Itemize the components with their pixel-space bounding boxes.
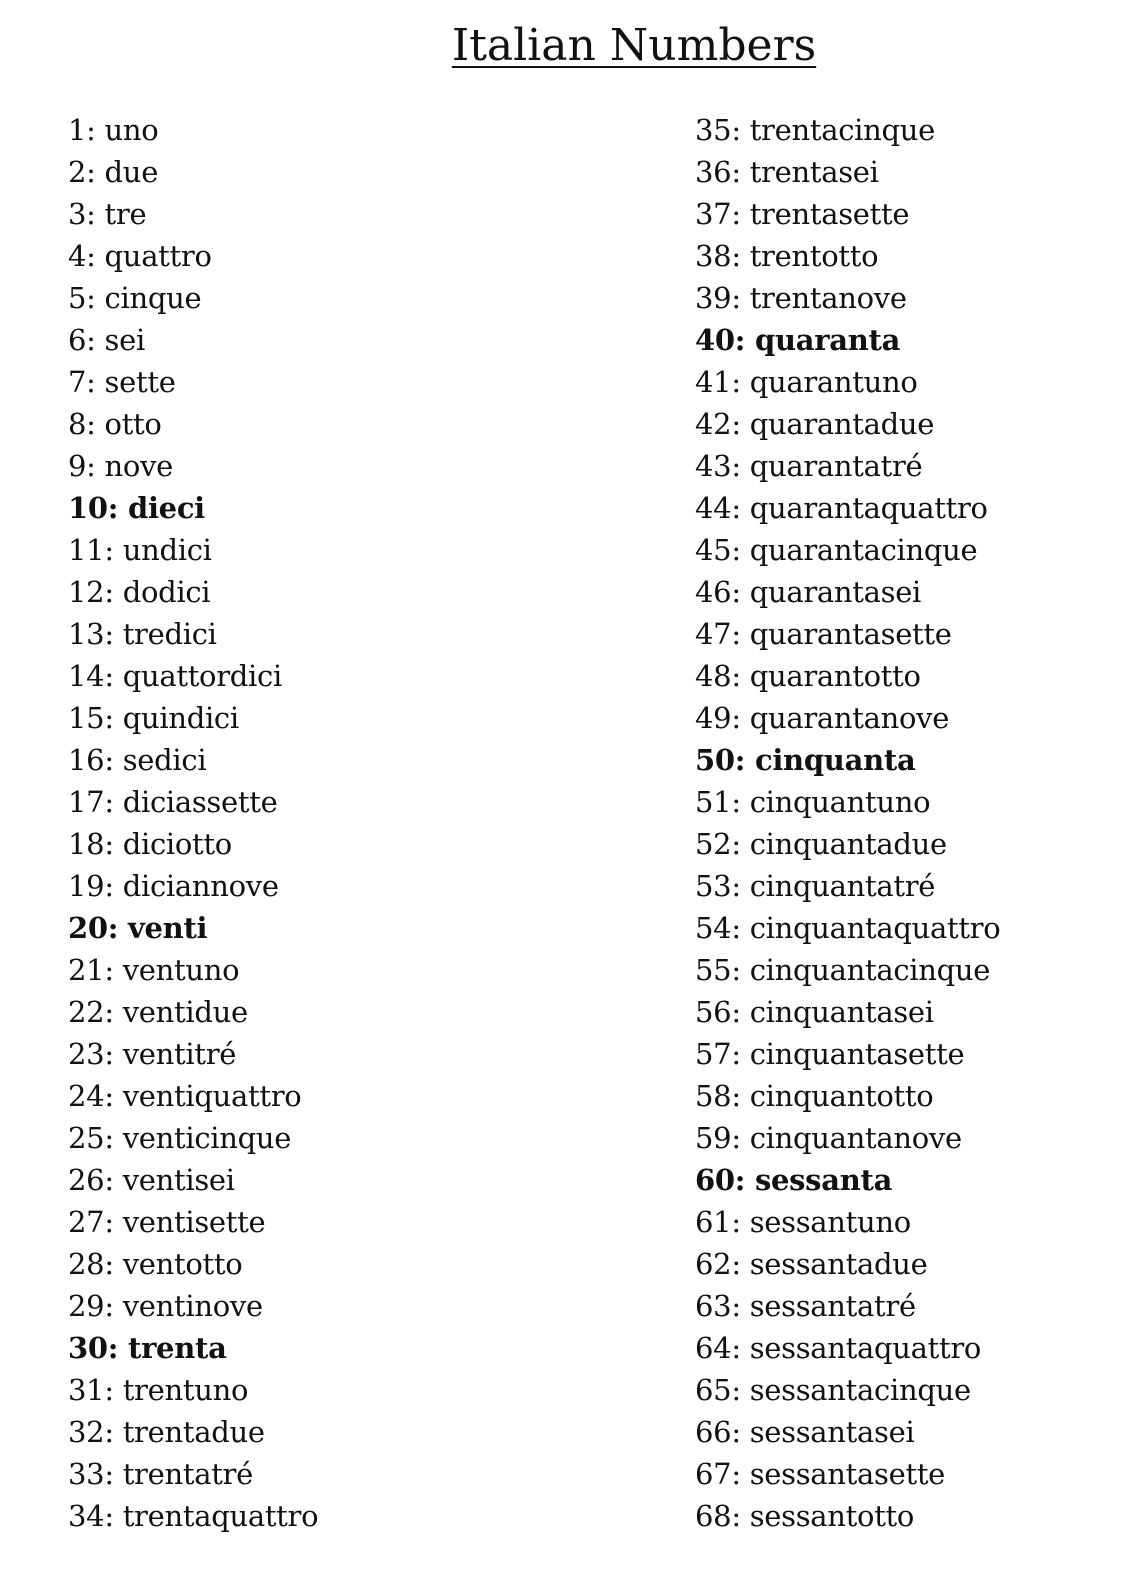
number-value: 36 (695, 155, 732, 189)
number-value: 34 (68, 1499, 105, 1533)
number-entry: 17: diciassette (68, 785, 278, 819)
number-entry: 29: ventinove (68, 1289, 263, 1323)
number-value: 60 (695, 1163, 735, 1197)
italian-word: trentuno (122, 1373, 249, 1407)
number-entry: 44: quarantaquattro (695, 491, 988, 525)
italian-word: cinquantacinque (749, 953, 991, 987)
italian-word: sei (104, 323, 145, 357)
number-entry: 38: trentotto (695, 239, 879, 273)
number-entry: 45: quarantacinque (695, 533, 978, 567)
number-entry: 19: diciannove (68, 869, 279, 903)
italian-word: diciannove (122, 869, 279, 903)
number-entry: 32: trentadue (68, 1415, 265, 1449)
number-value: 31 (68, 1373, 105, 1407)
italian-word: undici (122, 533, 212, 567)
italian-word: ventidue (122, 995, 248, 1029)
number-entry: 5: cinque (68, 281, 202, 315)
number-entry: 30: trenta (68, 1331, 227, 1365)
italian-word: ventisei (122, 1163, 235, 1197)
italian-word: cinquantotto (749, 1079, 934, 1113)
number-entry: 33: trentatré (68, 1457, 253, 1491)
italian-word: quindici (122, 701, 239, 735)
number-entry: 15: quindici (68, 701, 239, 735)
italian-word: quarantacinque (749, 533, 978, 567)
italian-word: quarantotto (749, 659, 921, 693)
italian-word: sessanta (754, 1163, 893, 1197)
number-entry: 61: sessantuno (695, 1205, 911, 1239)
number-entry: 23: ventitré (68, 1037, 237, 1071)
number-value: 25 (68, 1121, 105, 1155)
italian-word: nove (104, 449, 174, 483)
italian-word: tredici (122, 617, 217, 651)
italian-word: cinquantasette (749, 1037, 965, 1071)
number-value: 63 (695, 1289, 732, 1323)
number-entry: 62: sessantadue (695, 1247, 928, 1281)
number-value: 58 (695, 1079, 732, 1113)
italian-word: uno (104, 113, 159, 147)
number-entry: 48: quarantotto (695, 659, 921, 693)
number-value: 20 (68, 911, 108, 945)
number-value: 3 (68, 197, 87, 231)
number-value: 59 (695, 1121, 732, 1155)
number-value: 66 (695, 1415, 732, 1449)
number-entry: 26: ventisei (68, 1163, 235, 1197)
number-entry: 34: trentaquattro (68, 1499, 319, 1533)
number-entry: 13: tredici (68, 617, 217, 651)
number-entry: 10: dieci (68, 491, 205, 525)
italian-word: venti (127, 911, 208, 945)
italian-word: diciassette (122, 785, 278, 819)
italian-word: sette (104, 365, 176, 399)
number-value: 19 (68, 869, 105, 903)
italian-word: ventisette (122, 1205, 266, 1239)
italian-word: dieci (127, 491, 205, 525)
italian-word: quarantasei (749, 575, 922, 609)
italian-word: trentanove (749, 281, 907, 315)
number-value: 2 (68, 155, 87, 189)
number-value: 4 (68, 239, 87, 273)
italian-word: sessantadue (749, 1247, 928, 1281)
number-entry: 1: uno (68, 113, 159, 147)
italian-word: cinquantanove (749, 1121, 962, 1155)
number-entry: 65: sessantacinque (695, 1373, 971, 1407)
number-value: 15 (68, 701, 105, 735)
number-entry: 57: cinquantasette (695, 1037, 965, 1071)
italian-word: quattro (104, 239, 212, 273)
number-entry: 56: cinquantasei (695, 995, 934, 1029)
number-entry: 20: venti (68, 911, 208, 945)
number-value: 48 (695, 659, 732, 693)
number-entry: 67: sessantasette (695, 1457, 946, 1491)
number-entry: 3: tre (68, 197, 147, 231)
number-value: 64 (695, 1331, 732, 1365)
italian-word: due (104, 155, 159, 189)
italian-word: trentasei (749, 155, 879, 189)
number-value: 27 (68, 1205, 105, 1239)
number-value: 42 (695, 407, 732, 441)
number-value: 33 (68, 1457, 105, 1491)
right-number-list (695, 109, 1000, 1537)
number-value: 14 (68, 659, 105, 693)
italian-word: sessantasei (749, 1415, 915, 1449)
number-entry: 16: sedici (68, 743, 207, 777)
number-value: 32 (68, 1415, 105, 1449)
number-value: 44 (695, 491, 732, 525)
italian-word: quarantasette (749, 617, 952, 651)
number-entry: 11: undici (68, 533, 212, 567)
number-value: 41 (695, 365, 732, 399)
italian-word: ventitré (122, 1037, 237, 1071)
number-value: 52 (695, 827, 732, 861)
italian-word: sessantacinque (749, 1373, 971, 1407)
number-entry: 22: ventidue (68, 995, 248, 1029)
number-entry: 59: cinquantanove (695, 1121, 962, 1155)
number-entry: 18: diciotto (68, 827, 232, 861)
number-entry: 64: sessantaquattro (695, 1331, 982, 1365)
italian-word: quattordici (122, 659, 282, 693)
number-value: 61 (695, 1205, 732, 1239)
number-entry: 14: quattordici (68, 659, 282, 693)
italian-word: quarantanove (749, 701, 950, 735)
italian-word: cinquantasei (749, 995, 934, 1029)
number-value: 47 (695, 617, 732, 651)
number-value: 56 (695, 995, 732, 1029)
italian-word: trentasette (749, 197, 910, 231)
number-entry: 35: trentacinque (695, 113, 935, 147)
number-entry: 24: ventiquattro (68, 1079, 302, 1113)
italian-word: tre (104, 197, 147, 231)
number-value: 6 (68, 323, 87, 357)
number-value: 45 (695, 533, 732, 567)
number-value: 24 (68, 1079, 105, 1113)
number-entry: 39: trentanove (695, 281, 907, 315)
number-value: 22 (68, 995, 105, 1029)
number-entry: 4: quattro (68, 239, 212, 273)
number-value: 53 (695, 869, 732, 903)
italian-word: sessantasette (749, 1457, 946, 1491)
number-value: 30 (68, 1331, 108, 1365)
number-value: 16 (68, 743, 105, 777)
number-value: 37 (695, 197, 732, 231)
number-value: 39 (695, 281, 732, 315)
number-value: 68 (695, 1499, 732, 1533)
italian-word: cinquantuno (749, 785, 931, 819)
italian-word: trentatré (122, 1457, 253, 1491)
page-title: Italian Numbers (451, 20, 817, 71)
number-value: 35 (695, 113, 732, 147)
number-value: 28 (68, 1247, 105, 1281)
italian-word: ventuno (122, 953, 240, 987)
number-entry: 51: cinquantuno (695, 785, 931, 819)
number-entry: 8: otto (68, 407, 162, 441)
number-value: 62 (695, 1247, 732, 1281)
number-value: 38 (695, 239, 732, 273)
number-value: 26 (68, 1163, 105, 1197)
number-value: 57 (695, 1037, 732, 1071)
number-entry: 68: sessantotto (695, 1499, 915, 1533)
italian-word: venticinque (122, 1121, 292, 1155)
number-entry: 7: sette (68, 365, 176, 399)
number-entry: 63: sessantatré (695, 1289, 916, 1323)
number-value: 40 (695, 323, 735, 357)
number-value: 1 (68, 113, 87, 147)
number-entry: 37: trentasette (695, 197, 910, 231)
number-value: 51 (695, 785, 732, 819)
number-entry: 28: ventotto (68, 1247, 243, 1281)
italian-word: ventinove (122, 1289, 263, 1323)
number-entry: 25: venticinque (68, 1121, 292, 1155)
italian-word: diciotto (122, 827, 232, 861)
number-value: 23 (68, 1037, 105, 1071)
number-entry: 42: quarantadue (695, 407, 935, 441)
number-value: 65 (695, 1373, 732, 1407)
number-entry: 43: quarantatré (695, 449, 923, 483)
number-value: 43 (695, 449, 732, 483)
number-value: 9 (68, 449, 87, 483)
italian-word: trentaquattro (122, 1499, 319, 1533)
italian-word: quarantadue (749, 407, 935, 441)
italian-word: ventotto (122, 1247, 243, 1281)
italian-word: trentacinque (749, 113, 935, 147)
italian-word: cinquantaquattro (749, 911, 1001, 945)
number-value: 5 (68, 281, 87, 315)
number-value: 54 (695, 911, 732, 945)
italian-word: sessantuno (749, 1205, 911, 1239)
number-entry: 46: quarantasei (695, 575, 922, 609)
italian-word: sessantatré (749, 1289, 916, 1323)
number-entry: 66: sessantasei (695, 1415, 915, 1449)
italian-word: trentadue (122, 1415, 265, 1449)
number-value: 10 (68, 491, 108, 525)
number-entry: 41: quarantuno (695, 365, 918, 399)
number-entry: 40: quaranta (695, 323, 901, 357)
number-entry: 50: cinquanta (695, 743, 916, 777)
number-entry: 9: nove (68, 449, 174, 483)
italian-word: sessantotto (749, 1499, 915, 1533)
number-entry: 31: trentuno (68, 1373, 249, 1407)
number-value: 55 (695, 953, 732, 987)
number-entry: 36: trentasei (695, 155, 879, 189)
italian-word: cinque (104, 281, 202, 315)
number-value: 17 (68, 785, 105, 819)
italian-word: cinquantadue (749, 827, 947, 861)
number-entry: 54: cinquantaquattro (695, 911, 1001, 945)
number-entry: 58: cinquantotto (695, 1079, 934, 1113)
italian-word: otto (104, 407, 162, 441)
number-entry: 55: cinquantacinque (695, 953, 991, 987)
number-entry: 27: ventisette (68, 1205, 266, 1239)
number-entry: 53: cinquantatré (695, 869, 936, 903)
italian-word: cinquantatré (749, 869, 936, 903)
number-value: 13 (68, 617, 105, 651)
number-entry: 2: due (68, 155, 159, 189)
number-value: 8 (68, 407, 87, 441)
number-entry: 49: quarantanove (695, 701, 950, 735)
number-entry: 6: sei (68, 323, 145, 357)
number-entry: 60: sessanta (695, 1163, 893, 1197)
number-value: 11 (68, 533, 105, 567)
number-value: 7 (68, 365, 87, 399)
number-entry: 47: quarantasette (695, 617, 952, 651)
left-number-list (68, 109, 318, 1537)
italian-word: ventiquattro (122, 1079, 302, 1113)
number-entry: 21: ventuno (68, 953, 240, 987)
italian-word: trentotto (749, 239, 879, 273)
number-value: 50 (695, 743, 735, 777)
italian-word: quarantuno (749, 365, 918, 399)
number-value: 49 (695, 701, 732, 735)
number-entry: 12: dodici (68, 575, 211, 609)
number-value: 12 (68, 575, 105, 609)
italian-word: sessantaquattro (749, 1331, 982, 1365)
number-entry: 52: cinquantadue (695, 827, 947, 861)
italian-word: cinquanta (754, 743, 916, 777)
italian-word: trenta (127, 1331, 227, 1365)
number-value: 46 (695, 575, 732, 609)
italian-word: quaranta (754, 323, 901, 357)
number-value: 29 (68, 1289, 105, 1323)
number-value: 21 (68, 953, 105, 987)
number-value: 67 (695, 1457, 732, 1491)
italian-word: quarantaquattro (749, 491, 988, 525)
italian-word: dodici (122, 575, 211, 609)
italian-word: quarantatré (749, 449, 923, 483)
italian-word: sedici (122, 743, 207, 777)
number-value: 18 (68, 827, 105, 861)
